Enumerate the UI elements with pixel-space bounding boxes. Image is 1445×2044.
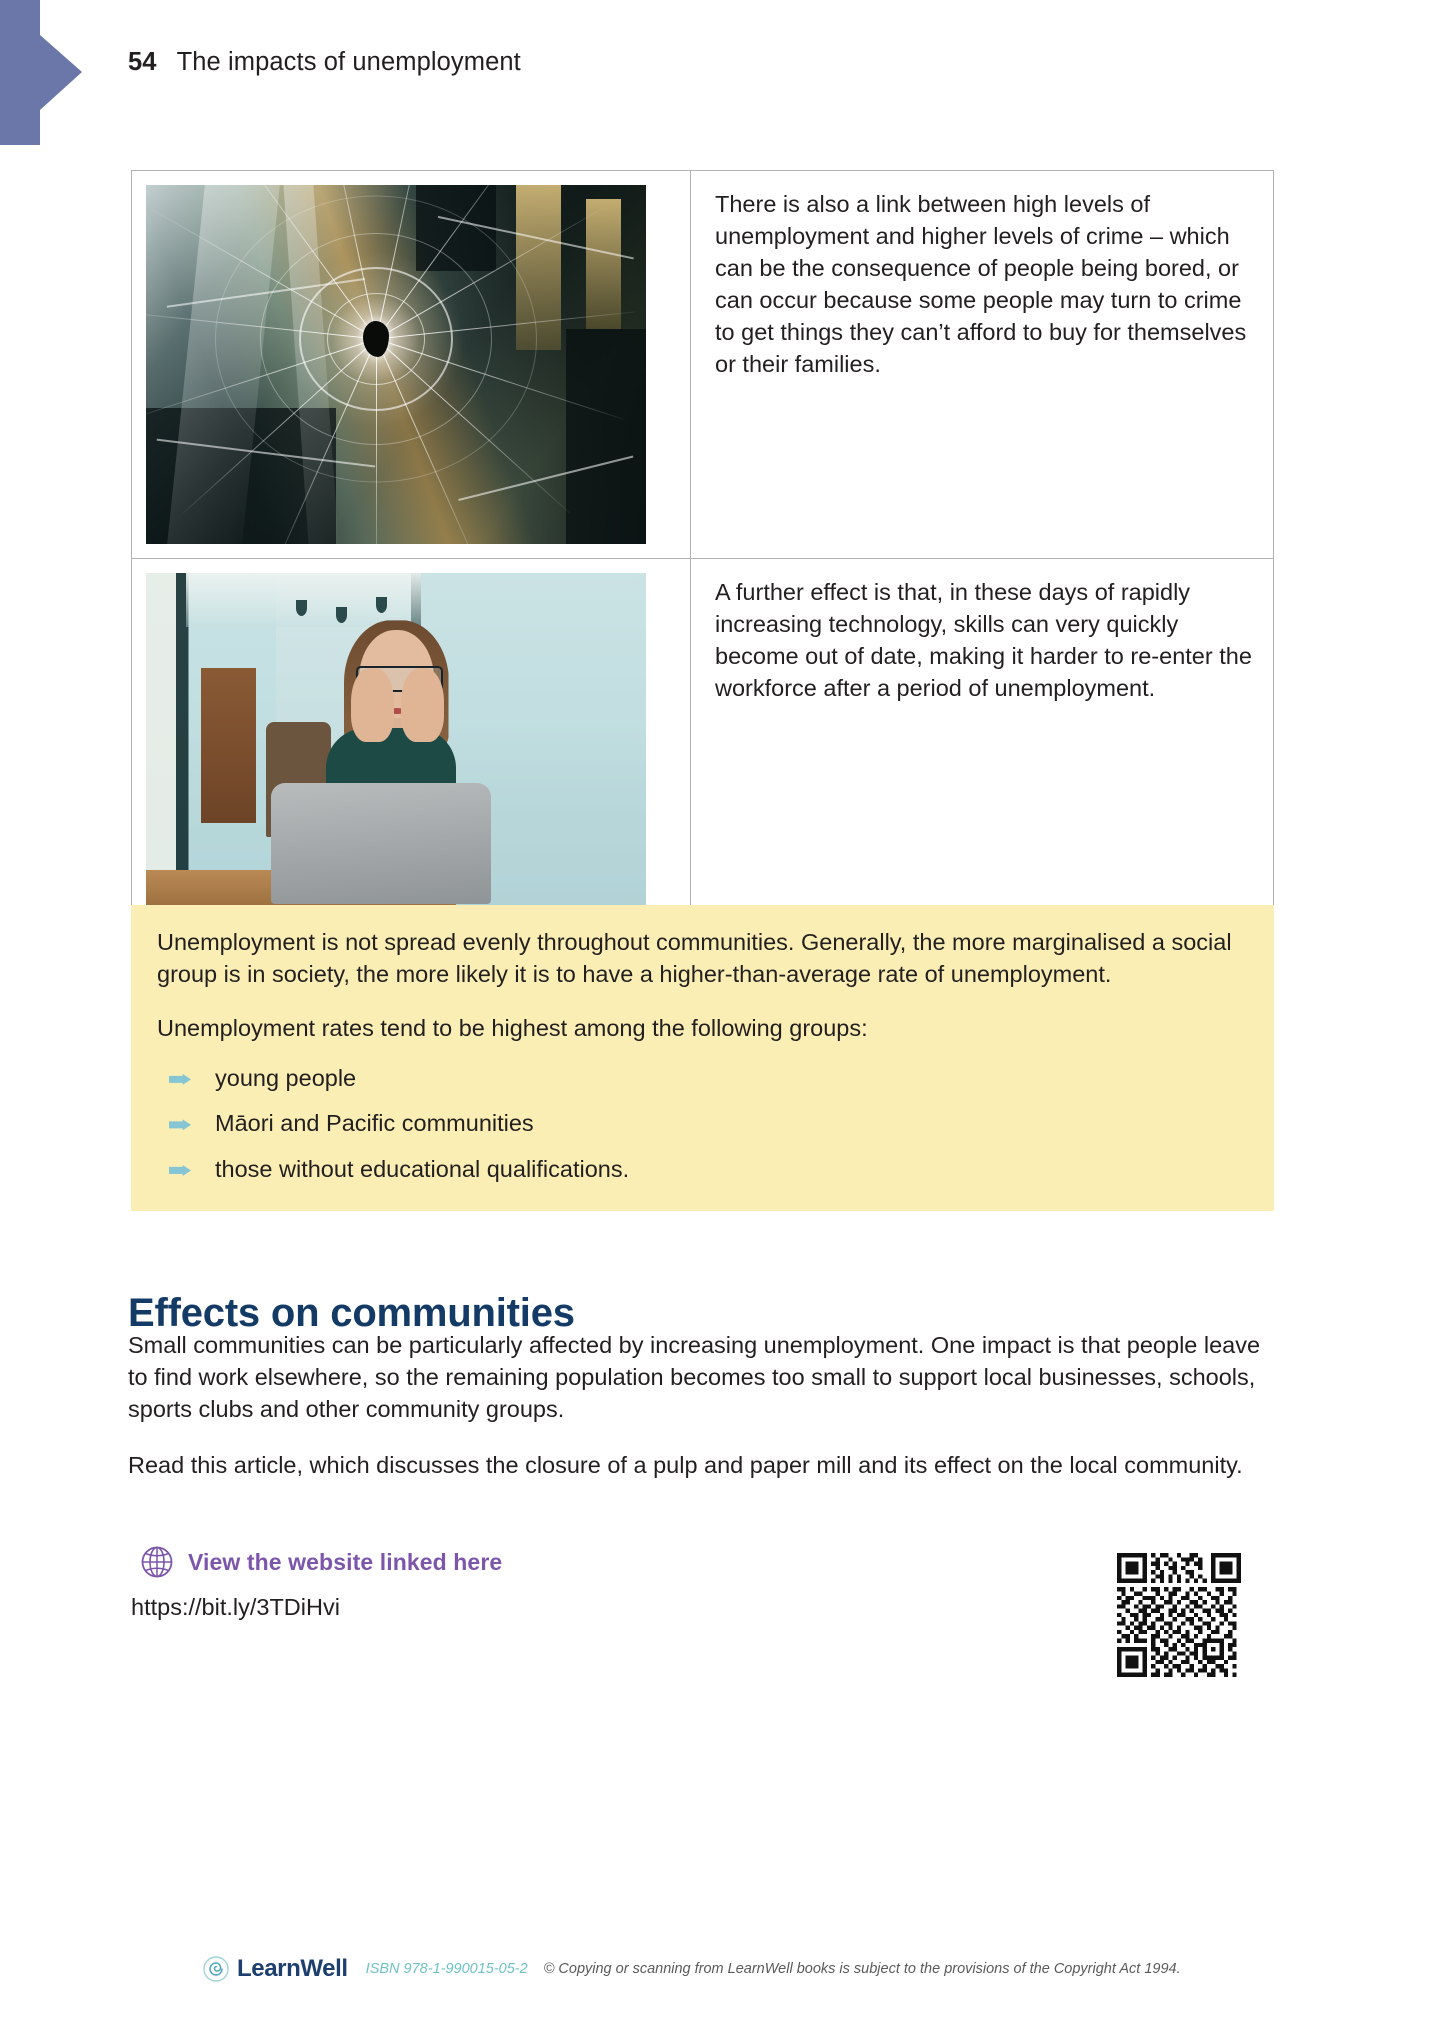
- website-url[interactable]: https://bit.ly/3TDiHvi: [131, 1594, 340, 1620]
- page-number: 54: [128, 48, 157, 76]
- section-paragraph-1: Small communities can be particularly affected by increasing unemployment. One impact is that people leave to find work elsewhere, so the remaining population becomes too small to support local businesses, schools, sports clubs and other community groups.: [128, 1332, 1261, 1422]
- arrow-bullet-icon: [169, 1165, 191, 1176]
- table-cell-image: [132, 171, 691, 559]
- list-item: [157, 1063, 1244, 1094]
- page-header: [0, 0, 1445, 145]
- callout-bullet-list: [157, 1063, 1244, 1185]
- section-heading: Effects on communities: [128, 1291, 575, 1336]
- table-cell-image: [132, 559, 691, 926]
- page-title-text: The impacts of unemployment: [176, 48, 521, 76]
- list-item-label: those without educational qualifications.: [215, 1155, 630, 1182]
- arrow-bullet-icon: [169, 1119, 191, 1130]
- learnwell-spiral-logo-icon: [203, 1956, 229, 1982]
- footer-isbn: ISBN 978-1-990015-05-2: [365, 1961, 528, 1977]
- footer-copyright: © Copying or scanning from LearnWell books is subject to the provisions of the Copyright Act 1994.: [543, 1961, 1181, 1977]
- list-item-label: young people: [215, 1064, 357, 1091]
- table-row: [132, 559, 1274, 926]
- qr-code[interactable]: [1117, 1553, 1241, 1677]
- stressed-woman-laptop-photo: [146, 573, 646, 911]
- list-item: [157, 1154, 1244, 1185]
- list-item: [157, 1108, 1244, 1139]
- smashed-glass-window-photo: [146, 185, 646, 544]
- globe-icon: [140, 1545, 174, 1579]
- photo-text-table: [131, 170, 1274, 926]
- table-cell-text: There is also a link between high levels of unemployment and higher levels of crime – which can be the consequence of people being bored, or can occur because some people may turn to crime to get things they can’t afford to buy for themselves or their families.: [691, 171, 1274, 559]
- table-cell-text: A further effect is that, in these days of rapidly increasing technology, skills can very quickly become out of date, making it harder to re-enter the workforce after a period of unemployment.: [691, 559, 1274, 926]
- section-body: [128, 1330, 1276, 1506]
- callout-paragraph-1: Unemployment is not spread evenly throughout communities. Generally, the more marginalised a social group is in society, the more likely it is to have a higher-than-average rate of unemployment.: [157, 929, 1232, 987]
- page-footer: [0, 1955, 1445, 1983]
- chevron-decoration: [0, 0, 105, 145]
- website-link[interactable]: [140, 1545, 502, 1579]
- qr-code-graphic: [1117, 1553, 1241, 1677]
- learnwell-wordmark: LearnWell: [237, 1955, 348, 1982]
- list-item-label: Māori and Pacific communities: [215, 1110, 534, 1137]
- highlight-callout-box: [131, 905, 1274, 1211]
- callout-paragraph-2: Unemployment rates tend to be highest among the following groups:: [157, 1014, 868, 1041]
- page-title: [128, 48, 521, 77]
- website-link-label[interactable]: View the website linked here: [188, 1548, 503, 1575]
- arrow-bullet-icon: [169, 1074, 191, 1085]
- table-row: [132, 171, 1274, 559]
- section-paragraph-2: Read this article, which discusses the closure of a pulp and paper mill and its effect on the local community.: [128, 1451, 1243, 1478]
